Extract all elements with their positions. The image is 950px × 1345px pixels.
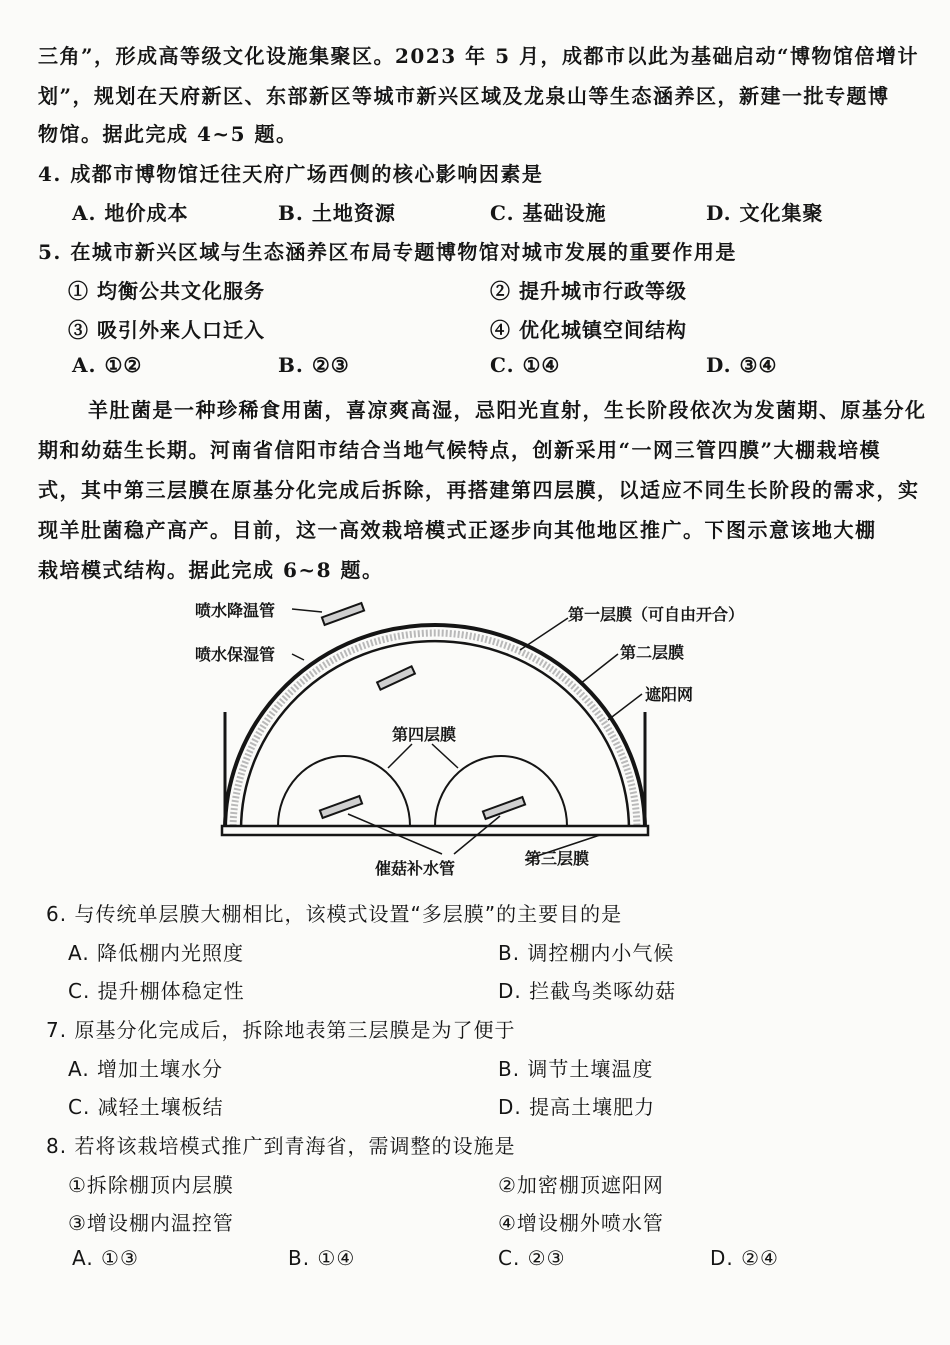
water-pipe-right xyxy=(483,797,525,819)
q5-item-3: ③ 吸引外来人口迁入 xyxy=(68,318,265,342)
leader-film2 xyxy=(580,654,618,684)
q8-item-1: ①拆除棚顶内层膜 xyxy=(68,1173,234,1197)
leader-spray-humid xyxy=(292,654,304,660)
label-fourth-film: 第四层膜 xyxy=(392,725,457,744)
label-third-film: 第三层膜 xyxy=(525,849,590,868)
q4-option-a: A. 地价成本 xyxy=(72,201,189,225)
fourth-film-dome-right xyxy=(435,756,567,826)
label-first-film: 第一层膜（可自由开合） xyxy=(568,605,745,624)
passage-line-1: 羊肚菌是一种珍稀食用菌，喜凉爽高湿，忌阳光直射，生长阶段依次为发菌期、原基分化 xyxy=(88,398,927,422)
ground-third-film xyxy=(222,826,648,835)
q4-stem: 4. 成都市博物馆迁往天府广场西侧的核心影响因素是 xyxy=(38,162,544,186)
leader-spray-cool xyxy=(292,609,322,612)
q6-stem: 6. 与传统单层膜大棚相比，该模式设置“多层膜”的主要目的是 xyxy=(46,902,623,926)
q8-option-b: B. ①④ xyxy=(288,1246,356,1270)
q5-item-1: ① 均衡公共文化服务 xyxy=(68,279,265,303)
label-second-film: 第二层膜 xyxy=(620,643,685,662)
leader-film4-left xyxy=(388,744,412,768)
q5-option-c: C. ①④ xyxy=(490,353,561,377)
label-spray-humidifying-pipe: 喷水保湿管 xyxy=(195,645,276,664)
q8-item-4: ④增设棚外喷水管 xyxy=(498,1211,664,1235)
greenhouse-diagram xyxy=(180,592,790,882)
q8-stem: 8. 若将该栽培模式推广到青海省，需调整的设施是 xyxy=(46,1134,516,1158)
q6-option-d: D. 拦截鸟类啄幼菇 xyxy=(498,979,677,1003)
q7-option-c: C. 减轻土壤板结 xyxy=(68,1095,224,1119)
spray-humidifying-pipe xyxy=(377,666,415,689)
q5-item-4: ④ 优化城镇空间结构 xyxy=(490,318,687,342)
intro-line-3: 物馆。据此完成 4~5 题。 xyxy=(38,122,298,146)
passage-line-3: 式，其中第三层膜在原基分化完成后拆除，再搭建第四层膜，以适应不同生长阶段的需求，实 xyxy=(38,478,920,502)
q4-option-d: D. 文化集聚 xyxy=(706,201,824,225)
q8-option-d: D. ②④ xyxy=(710,1246,779,1270)
water-pipe-left xyxy=(320,796,362,818)
q5-option-d: D. ③④ xyxy=(706,353,778,377)
leader-film4-right xyxy=(432,744,458,768)
q8-item-3: ③增设棚内温控管 xyxy=(68,1211,234,1235)
q5-option-b: B. ②③ xyxy=(278,353,350,377)
q6-option-a: A. 降低棚内光照度 xyxy=(68,941,245,965)
q6-option-b: B. 调控棚内小气候 xyxy=(498,941,675,965)
q7-option-b: B. 调节土壤温度 xyxy=(498,1057,654,1081)
q8-option-c: C. ②③ xyxy=(498,1246,566,1270)
q7-option-a: A. 增加土壤水分 xyxy=(68,1057,224,1081)
passage-line-2: 期和幼菇生长期。河南省信阳市结合当地气候特点，创新采用“一网三管四膜”大棚栽培模 xyxy=(38,438,882,462)
intro-line-1: 三角”，形成高等级文化设施集聚区。2023 年 5 月，成都市以此为基础启动“博物馆倍增计 xyxy=(38,44,919,68)
q5-stem: 5. 在城市新兴区域与生态涵养区布局专题博物馆对城市发展的重要作用是 xyxy=(38,240,737,264)
label-water-pipe: 催菇补水管 xyxy=(375,859,456,878)
passage-line-5: 栽培模式结构。据此完成 6~8 题。 xyxy=(38,558,384,582)
label-shade-net: 遮阳网 xyxy=(645,685,694,704)
leader-shade xyxy=(608,694,642,720)
q8-item-2: ②加密棚顶遮阳网 xyxy=(498,1173,664,1197)
spray-cooling-pipe xyxy=(322,603,364,625)
passage-line-4: 现羊肚菌稳产高产。目前，这一高效栽培模式正逐步向其他地区推广。下图示意该地大棚 xyxy=(38,518,877,542)
q5-option-a: A. ①② xyxy=(72,353,143,377)
q5-item-2: ② 提升城市行政等级 xyxy=(490,279,687,303)
q4-option-b: B. 土地资源 xyxy=(278,201,396,225)
q8-option-a: A. ①③ xyxy=(72,1246,139,1270)
q7-option-d: D. 提高土壤肥力 xyxy=(498,1095,656,1119)
leader-film1 xyxy=(520,618,568,650)
label-spray-cooling-pipe: 喷水降温管 xyxy=(195,601,276,620)
q7-stem: 7. 原基分化完成后，拆除地表第三层膜是为了便于 xyxy=(46,1018,516,1042)
q6-option-c: C. 提升棚体稳定性 xyxy=(68,979,245,1003)
q4-option-c: C. 基础设施 xyxy=(490,201,607,225)
intro-line-2: 划”，规划在天府新区、东部新区等城市新兴区域及龙泉山等生态涵养区，新建一批专题博 xyxy=(38,84,890,108)
